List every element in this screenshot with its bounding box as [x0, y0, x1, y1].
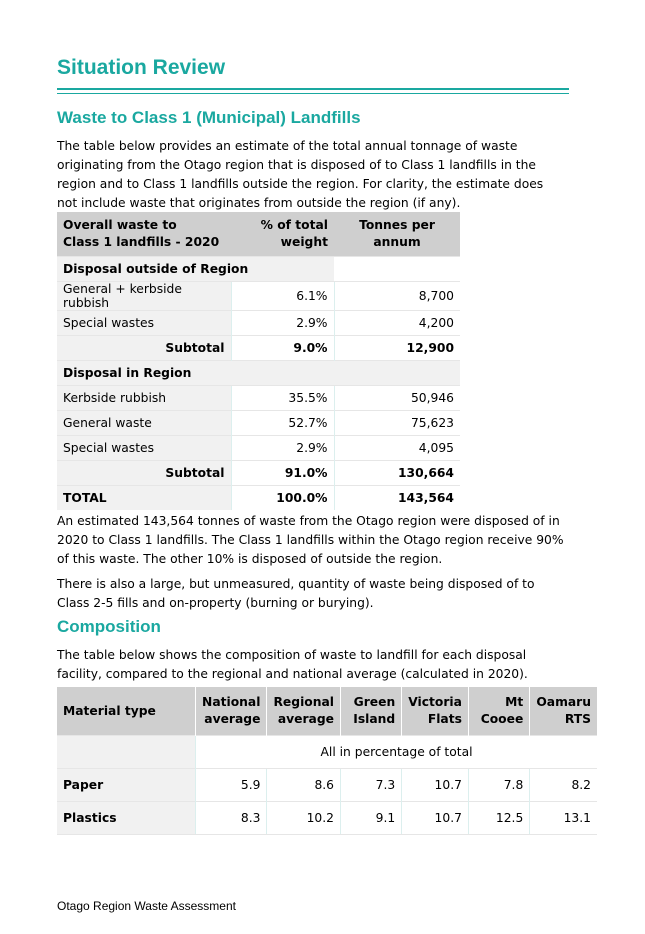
- empty-cell: [334, 257, 460, 282]
- table-row: [57, 386, 460, 411]
- header-mt-cooee: [468, 687, 529, 736]
- cell-victoria-flats: 10.7: [402, 802, 469, 835]
- row-tonnes: 75,623: [334, 411, 460, 436]
- header-text: average: [277, 712, 334, 726]
- cell-victoria-flats: 10.7: [402, 769, 469, 802]
- header-green-island: [341, 687, 402, 736]
- cell-oamaru-rts: 13.1: [530, 802, 597, 835]
- table-header-row: [57, 212, 460, 257]
- row-tonnes: 50,946: [334, 386, 460, 411]
- cell-green-island: 7.3: [341, 769, 402, 802]
- row-pct: 9.0%: [231, 336, 334, 361]
- row-label: Kerbside rubbish: [57, 386, 231, 411]
- total-row: [57, 486, 460, 511]
- header-text: RTS: [564, 712, 591, 726]
- header-text: Flats: [427, 712, 462, 726]
- composition-intro: The table below shows the composition of waste to landfill for each disposal facility, compared to the regional and national average (calculated in 2020).: [57, 648, 528, 681]
- header-text: average: [204, 712, 261, 726]
- row-label: General + kerbside rubbish: [57, 282, 231, 311]
- cell-regional: 8.6: [267, 769, 341, 802]
- row-pct: 2.9%: [231, 311, 334, 336]
- cell-mt-cooee: 12.5: [468, 802, 529, 835]
- header-text: Mt: [505, 695, 524, 709]
- page-title: Situation Review: [57, 56, 226, 79]
- subtotal-row-inside: [57, 461, 460, 486]
- row-tonnes: 8,700: [334, 282, 460, 311]
- unit-note-row: [57, 736, 597, 769]
- empty-cell: [334, 361, 460, 386]
- header-overall-waste: [57, 212, 231, 257]
- header-text: Island: [353, 712, 396, 726]
- landfills-summary: An estimated 143,564 tonnes of waste from the Otago region were disposed of in 2020 to Class 1 landfills. The Class 1 landfills within the Otago region receive 90% of this waste. The other 10% is disposed of outside the region.: [57, 514, 564, 566]
- landfills-note: There is also a large, but unmeasured, quantity of waste being disposed of to Class 2-5 fills and on-property (burning or burying).: [57, 577, 535, 610]
- cell-mt-cooee: 7.8: [468, 769, 529, 802]
- cell-national: 5.9: [196, 769, 267, 802]
- title-rule: [57, 88, 569, 90]
- header-text: weight: [280, 235, 328, 249]
- landfills-intro: The table below provides an estimate of the total annual tonnage of waste originating from the Otago region that is disposed of to Class 1 landfills in the region and to Class 1 landfills outside the region. For clarity, the estimate does not include waste that originates from outside the region (if any).: [57, 139, 544, 210]
- section-heading-composition: Composition: [57, 617, 161, 636]
- row-tonnes: 4,200: [334, 311, 460, 336]
- header-text: Victoria: [408, 695, 462, 709]
- header-tonnes: Tonnes per annum: [334, 212, 460, 257]
- table-header-row: [57, 687, 597, 736]
- section-label: Disposal in Region: [57, 361, 231, 386]
- title-rule-thin: [57, 93, 569, 94]
- cell-regional: 10.2: [267, 802, 341, 835]
- row-tonnes: 130,664: [334, 461, 460, 486]
- cell-oamaru-rts: 8.2: [530, 769, 597, 802]
- section-heading-landfills: Waste to Class 1 (Municipal) Landfills: [57, 108, 361, 127]
- unit-note: All in percentage of total: [196, 736, 597, 769]
- row-pct: 2.9%: [231, 436, 334, 461]
- cell-green-island: 9.1: [341, 802, 402, 835]
- composition-table: [57, 687, 597, 835]
- table-row: [57, 311, 460, 336]
- header-percent-weight: [231, 212, 334, 257]
- row-pct: 100.0%: [231, 486, 334, 511]
- header-material-type: Material type: [57, 687, 196, 736]
- table-row: [57, 411, 460, 436]
- row-label: Plastics: [57, 802, 196, 835]
- section-row-inside: [57, 361, 460, 386]
- row-pct: 6.1%: [231, 282, 334, 311]
- row-label: TOTAL: [57, 486, 231, 511]
- section-label: Disposal outside of Region: [57, 257, 334, 282]
- header-text: % of total: [260, 218, 328, 232]
- page-footer: Otago Region Waste Assessment: [57, 899, 236, 913]
- header-text: Regional: [273, 695, 334, 709]
- table-row: [57, 436, 460, 461]
- row-label: General waste: [57, 411, 231, 436]
- header-text: Class 1 landfills - 2020: [63, 235, 220, 249]
- header-regional: [267, 687, 341, 736]
- table-row: [57, 802, 597, 835]
- row-label: Paper: [57, 769, 196, 802]
- landfill-tonnage-table: [57, 212, 460, 510]
- section-row-outside: [57, 257, 460, 282]
- cell-national: 8.3: [196, 802, 267, 835]
- row-pct: 52.7%: [231, 411, 334, 436]
- row-label: Subtotal: [57, 461, 231, 486]
- row-label: Subtotal: [57, 336, 231, 361]
- row-pct: 35.5%: [231, 386, 334, 411]
- subtotal-row-outside: [57, 336, 460, 361]
- row-tonnes: 4,095: [334, 436, 460, 461]
- row-label: Special wastes: [57, 311, 231, 336]
- empty-cell: [57, 736, 196, 769]
- header-text: Cooee: [480, 712, 524, 726]
- header-text: Green: [353, 695, 396, 709]
- row-tonnes: 12,900: [334, 336, 460, 361]
- row-tonnes: 143,564: [334, 486, 460, 511]
- header-national: [196, 687, 267, 736]
- empty-cell: [231, 361, 334, 386]
- table-row: [57, 769, 597, 802]
- row-pct: 91.0%: [231, 461, 334, 486]
- header-text: National: [202, 695, 261, 709]
- table-row: [57, 282, 460, 311]
- header-text: Overall waste to: [63, 218, 177, 232]
- header-oamaru-rts: [530, 687, 597, 736]
- row-label: Special wastes: [57, 436, 231, 461]
- header-victoria-flats: [402, 687, 469, 736]
- header-text: Oamaru: [536, 695, 591, 709]
